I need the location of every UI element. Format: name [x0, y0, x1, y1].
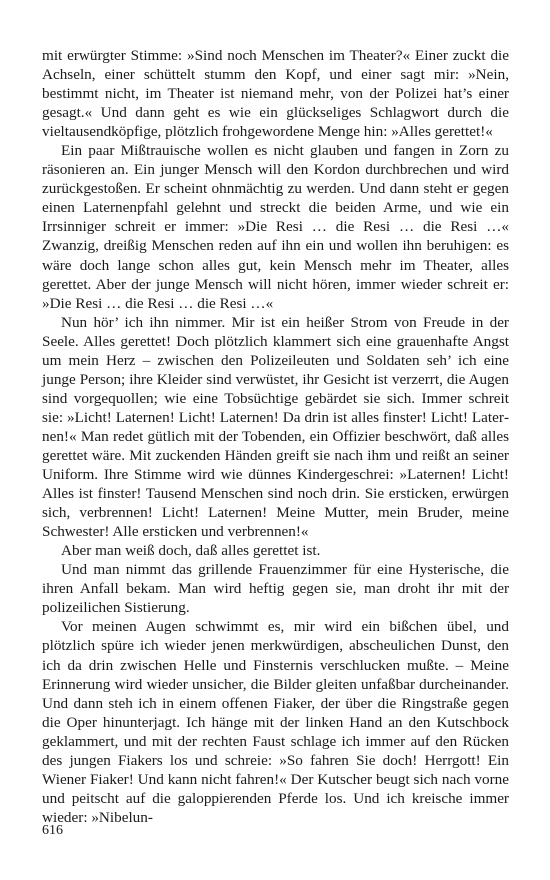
- paragraph-5: Und man nimmt das grillende Frauenzimmer für eine Hysterische, die ihren Anfall bekam. Man wird heftig gegen sie, man droht ihr mit der polizeilichen Sistierung.: [42, 561, 509, 617]
- paragraph-4: Aber man weiß doch, daß alles gerettet ist.: [61, 542, 321, 560]
- paragraph-1: mit erwürgter Stimme: »Sind noch Menschen im Theater?« Einer zuckt die Achseln, einer schüttelt stumm den Kopf, und einer sagt mir: »Nein, bestimmt nicht, im Theater ist niemand mehr, von der Polizei hat’s einer gesagt.« Und dann geht es wie ein glückseliges Schlagwort durch die vieltausendköpfige, plötzlich frohgewordene Menge hin: »Alles gerettet!«: [42, 47, 509, 141]
- page-number: 616: [42, 823, 63, 838]
- paragraph-3: Nun hör’ ich ihn nimmer. Mir ist ein heißer Strom von Freude in der Seele. Alles gerettet! Doch plötzlich klammert sich eine grauenhafte Angst um mein Herz – zwischen den Polizeileuten und Soldaten seh’ ich eine junge Person; ihre Kleider sind verwüstet, ihr Gesicht ist verzerrt, die Augen sind vorgequollen; wie eine Tobsüchtige gebärdet sie sich. Immer schreit sie: »Licht! Laternen! Licht! Laternen! Da drin ist alles finster! Licht! Laternen!« Man redet gütlich mit der Tobenden, ein Offizier beschwört, daß alles gerettet wäre. Mit zuckenden Händen greift sie nach ihm und reißt an seiner Uniform. Ihre Stimme wird wie dünnes Kindergeschrei: »Laternen! Licht! Alles ist finster! Tausend Menschen sind noch drin. Sie ersticken, erwürgen sich, verbrennen! Licht! Laternen! Meine Mutter, mein Bruder, meine Schwester! Alle ersticken und verbrennen!«: [42, 313, 509, 541]
- paragraph-2: Ein paar Mißtrauische wollen es nicht glauben und fangen in Zorn zu räsonieren an. Ein junger Mensch will den Kordon durchbrechen und wird zurückgestoßen. Er scheint ohnmächtig zu werden. Und dann steht er gegen einen Laternenpfahl gelehnt und streckt die beiden Arme, und wie ein Irrsinniger schreit er immer: »Die Resi … die Resi … die Resi …« Zwanzig, dreißig Menschen reden auf ihn ein und wollen ihn beruhigen: es wäre doch lange schon alles gut, kein Mensch mehr im Theater, alles gerettet. Aber der junge Mensch will nicht hören, immer wieder schreit er: »Die Resi … die Resi … die Resi …«: [42, 142, 509, 312]
- page-body: [42, 46, 509, 827]
- paragraph-6: Vor meinen Augen schwimmt es, mir wird ein bißchen übel, und plötzlich spüre ich wieder jenen merkwürdigen, abscheulichen Dunst, den ich da drin zwischen Helle und Finsternis verschlucken mußte. – Meine Erinnerung wird wieder unsicher, die Bilder gleiten unfaßbar durcheinander. Und dann steh ich in einem offenen Fiaker, der über die Ringstraße gegen die Oper hinunterjagt. Ich hänge mit der linken Hand an den Kutschbock geklammert, und mit der rechten Faust schlage ich immer auf den Rücken des jungen Fiakers los und schreie: »So fahren Sie doch! Herrgott! Ein Wiener Fiaker! Und kann nicht fahren!« Der Kutscher beugt sich nach vorne und peitscht auf die galoppierenden Pferde los. Und ich kreische immer wieder: »Nibelun-: [42, 618, 509, 826]
